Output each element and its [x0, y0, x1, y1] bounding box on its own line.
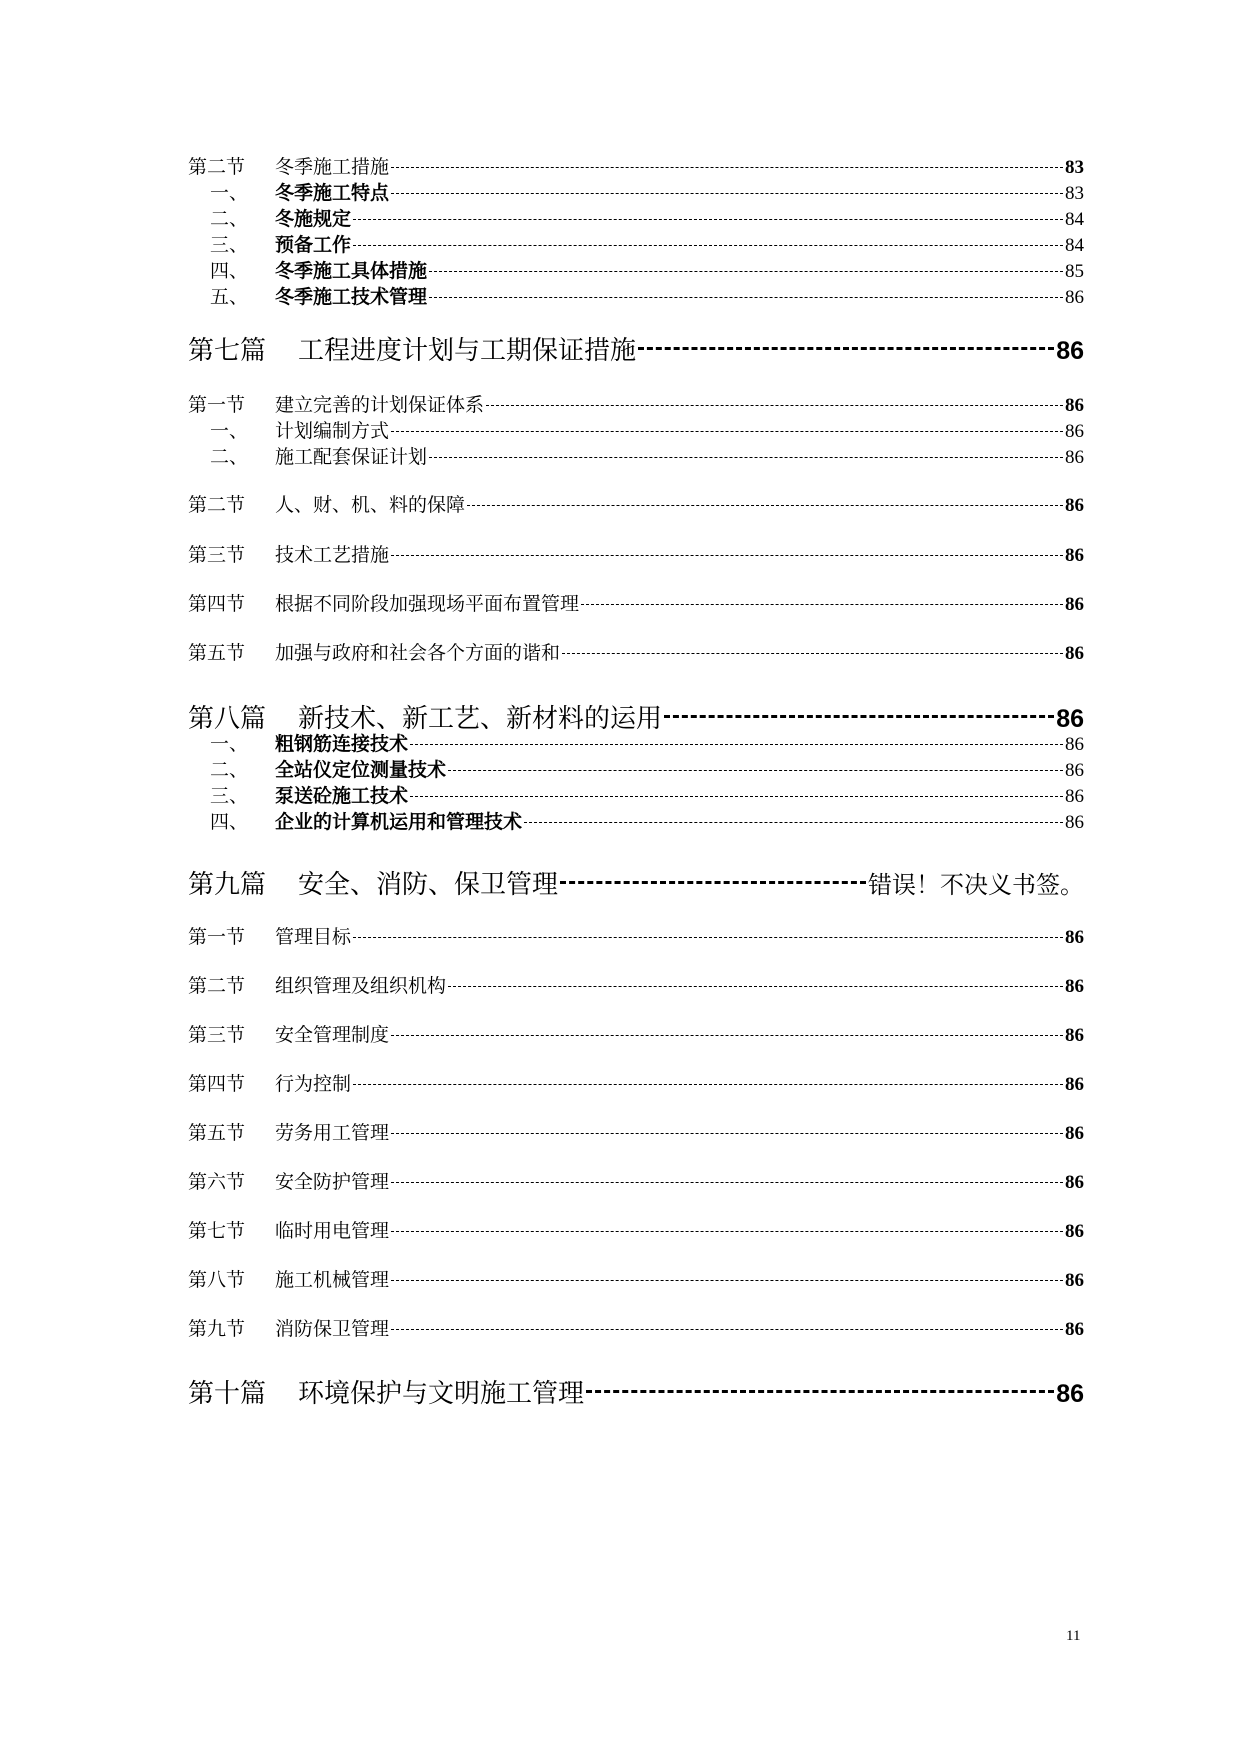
toc-entry-title: 施工机械管理 — [275, 1269, 390, 1291]
toc-entry-title: 冬施规定 — [275, 208, 352, 230]
dot-leader — [391, 1182, 1063, 1183]
toc-entry-page: 86 — [1065, 976, 1084, 997]
dot-leader — [410, 744, 1063, 745]
toc-entry-page: 85 — [1065, 261, 1084, 282]
toc-entry[interactable] — [188, 282, 1084, 308]
toc-entry-number: 第一节 — [188, 394, 246, 416]
toc-entry-title: 加强与政府和社会各个方面的谐和 — [275, 642, 561, 664]
dot-leader — [581, 604, 1063, 605]
toc-entry-page: 86 — [1065, 1270, 1084, 1291]
toc-entry-number: 第三节 — [188, 1024, 246, 1046]
toc-entry-number: 四、 — [210, 260, 249, 282]
toc-entry-number: 一、 — [210, 733, 249, 755]
toc-entry-page: 86 — [1065, 287, 1084, 308]
toc-entry-title: 人、财、机、料的保障 — [275, 494, 466, 516]
toc-entry-page: 86 — [1065, 421, 1084, 442]
toc-entry-number: 第七节 — [188, 1220, 246, 1242]
toc-entry[interactable] — [188, 638, 1084, 664]
toc-entry[interactable] — [188, 1265, 1084, 1291]
dot-leader — [562, 653, 1063, 654]
toc-entry-page: 86 — [1065, 1123, 1084, 1144]
toc-entry-number: 第一节 — [188, 926, 246, 948]
toc-entry-number: 二、 — [210, 759, 249, 781]
dot-leader — [448, 986, 1063, 987]
dot-leader — [391, 1231, 1063, 1232]
toc-entry-page: 86 — [1065, 734, 1084, 755]
toc-entry-title: 全站仪定位测量技术 — [275, 759, 447, 781]
toc-entry[interactable] — [188, 755, 1084, 781]
toc-entry-page: 86 — [1065, 545, 1084, 566]
dot-leader — [486, 405, 1063, 406]
dot-leader — [524, 822, 1063, 823]
toc-entry-page: 86 — [1065, 395, 1084, 416]
toc-entry-number: 四、 — [210, 811, 249, 833]
toc-entry-title: 临时用电管理 — [275, 1220, 390, 1242]
dot-leader — [353, 937, 1063, 938]
toc-entry[interactable] — [188, 1069, 1084, 1095]
toc-entry-title: 工程进度计划与工期保证措施 — [298, 336, 637, 366]
dot-leader — [391, 555, 1063, 556]
toc-entry-page: 84 — [1065, 209, 1084, 230]
toc-entry-title: 组织管理及组织机构 — [275, 975, 447, 997]
toc-entry[interactable] — [188, 864, 1084, 898]
toc-entry-number: 一、 — [210, 420, 249, 442]
dot-leader — [560, 881, 866, 884]
toc-entry[interactable] — [188, 540, 1084, 566]
toc-entry-title: 劳务用工管理 — [275, 1122, 390, 1144]
page-number: 11 — [1066, 1628, 1081, 1644]
dot-leader — [391, 167, 1063, 168]
toc-entry-number: 第五节 — [188, 642, 246, 664]
dot-leader — [467, 505, 1063, 506]
toc-entry-number: 第四节 — [188, 1073, 246, 1095]
toc-entry[interactable] — [188, 781, 1084, 807]
toc-entry-title: 安全防护管理 — [275, 1171, 390, 1193]
toc-entry-page: 86 — [1065, 1025, 1084, 1046]
toc-entry[interactable] — [188, 1216, 1084, 1242]
toc-entry[interactable] — [188, 1020, 1084, 1046]
toc-entry[interactable] — [188, 390, 1084, 416]
dot-leader — [664, 715, 1054, 718]
dot-leader — [391, 1329, 1063, 1330]
dot-leader — [429, 297, 1063, 298]
dot-leader — [410, 796, 1063, 797]
toc-entry-title: 预备工作 — [275, 234, 352, 256]
toc-entry-page: 86 — [1065, 594, 1084, 615]
toc-entry[interactable] — [188, 1373, 1084, 1407]
toc-entry-page: 错误！不决义书签。 — [868, 871, 1084, 899]
toc-entry-number: 第五节 — [188, 1122, 246, 1144]
toc-entry[interactable] — [188, 1314, 1084, 1340]
toc-entry-number: 第八节 — [188, 1269, 246, 1291]
dot-leader — [391, 1280, 1063, 1281]
toc-entry-title: 企业的计算机运用和管理技术 — [275, 811, 523, 833]
toc-entry-title: 根据不同阶段加强现场平面布置管理 — [275, 593, 580, 615]
toc-entry-number: 二、 — [210, 446, 249, 468]
toc-entry-number: 第四节 — [188, 593, 246, 615]
toc-entry[interactable] — [188, 1118, 1084, 1144]
toc-entry-page: 86 — [1065, 1172, 1084, 1193]
toc-entry-page: 86 — [1065, 812, 1084, 833]
toc-entry-title: 泵送砼施工技术 — [275, 785, 409, 807]
toc-entry[interactable] — [188, 330, 1084, 364]
toc-entry[interactable] — [188, 416, 1084, 442]
toc-entry-number: 第九篇 — [188, 870, 267, 900]
toc-entry-title: 施工配套保证计划 — [275, 446, 428, 468]
toc-entry-number: 第八篇 — [188, 704, 267, 734]
dot-leader — [448, 770, 1063, 771]
toc-entry-number: 三、 — [210, 234, 249, 256]
toc-entry-title: 冬季施工措施 — [275, 156, 390, 178]
toc-entry[interactable] — [188, 729, 1084, 755]
toc-entry-number: 第二节 — [188, 494, 246, 516]
dot-leader — [586, 1390, 1054, 1393]
toc-entry[interactable] — [188, 807, 1084, 833]
dot-leader — [353, 219, 1063, 220]
toc-entry-number: 二、 — [210, 208, 249, 230]
toc-entry-number: 第三节 — [188, 544, 246, 566]
dot-leader — [638, 347, 1054, 350]
toc-entry-title: 冬季施工具体措施 — [275, 260, 428, 282]
toc-entry-title: 消防保卫管理 — [275, 1318, 390, 1340]
toc-entry-page: 83 — [1065, 157, 1084, 178]
toc-entry[interactable] — [188, 152, 1084, 178]
toc-entry-page: 86 — [1065, 447, 1084, 468]
toc-entry[interactable] — [188, 442, 1084, 468]
toc-entry-title: 管理目标 — [275, 926, 352, 948]
toc-entry-number: 第九节 — [188, 1318, 246, 1340]
toc-entry-number: 第七篇 — [188, 336, 267, 366]
toc-entry[interactable] — [188, 178, 1084, 204]
toc-entry-page: 83 — [1065, 183, 1084, 204]
toc-entry[interactable] — [188, 230, 1084, 256]
toc-entry-page: 84 — [1065, 235, 1084, 256]
dot-leader — [429, 457, 1063, 458]
toc-entry-number: 三、 — [210, 785, 249, 807]
toc-entry[interactable] — [188, 204, 1084, 230]
toc-entry-page: 86 — [1065, 643, 1084, 664]
toc-entry[interactable] — [188, 256, 1084, 282]
dot-leader — [353, 245, 1063, 246]
toc-entry-number: 一、 — [210, 182, 249, 204]
toc-entry-title: 安全、消防、保卫管理 — [298, 870, 559, 900]
toc-entry-page: 86 — [1065, 760, 1084, 781]
toc-entry-page: 86 — [1065, 1221, 1084, 1242]
toc-entry-page: 86 — [1065, 927, 1084, 948]
toc-entry-page: 86 — [1065, 495, 1084, 516]
toc-entry-title: 安全管理制度 — [275, 1024, 390, 1046]
toc-entry-title: 计划编制方式 — [275, 420, 390, 442]
toc-entry[interactable] — [188, 698, 1084, 732]
dot-leader — [391, 1035, 1063, 1036]
toc-entry[interactable] — [188, 922, 1084, 948]
dot-leader — [391, 431, 1063, 432]
toc-entry[interactable] — [188, 971, 1084, 997]
toc-entry-number: 第二节 — [188, 975, 246, 997]
toc-entry-title: 冬季施工技术管理 — [275, 286, 428, 308]
toc-entry-title: 冬季施工特点 — [275, 182, 390, 204]
toc-entry-title: 技术工艺措施 — [275, 544, 390, 566]
toc-entry-title: 新技术、新工艺、新材料的运用 — [298, 704, 663, 734]
toc-entry-title: 粗钢筋连接技术 — [275, 733, 409, 755]
toc-entry[interactable] — [188, 589, 1084, 615]
toc-entry-page: 86 — [1056, 337, 1084, 365]
toc-entry-page: 86 — [1065, 1319, 1084, 1340]
toc-entry[interactable] — [188, 1167, 1084, 1193]
toc-entry[interactable] — [188, 490, 1084, 516]
toc-entry-title: 行为控制 — [275, 1073, 352, 1095]
toc-entry-number: 第二节 — [188, 156, 246, 178]
toc-entry-page: 86 — [1065, 786, 1084, 807]
toc-entry-number: 第六节 — [188, 1171, 246, 1193]
toc-entry-page: 86 — [1065, 1074, 1084, 1095]
toc-entry-number: 第十篇 — [188, 1379, 267, 1409]
toc-entry-title: 建立完善的计划保证体系 — [275, 394, 485, 416]
dot-leader — [391, 193, 1063, 194]
toc-entry-page: 86 — [1056, 1380, 1084, 1408]
toc-entry-page: 86 — [1056, 705, 1084, 733]
toc-entry-title: 环境保护与文明施工管理 — [298, 1379, 585, 1409]
dot-leader — [353, 1084, 1063, 1085]
dot-leader — [391, 1133, 1063, 1134]
toc-entry-number: 五、 — [210, 286, 249, 308]
dot-leader — [429, 271, 1063, 272]
